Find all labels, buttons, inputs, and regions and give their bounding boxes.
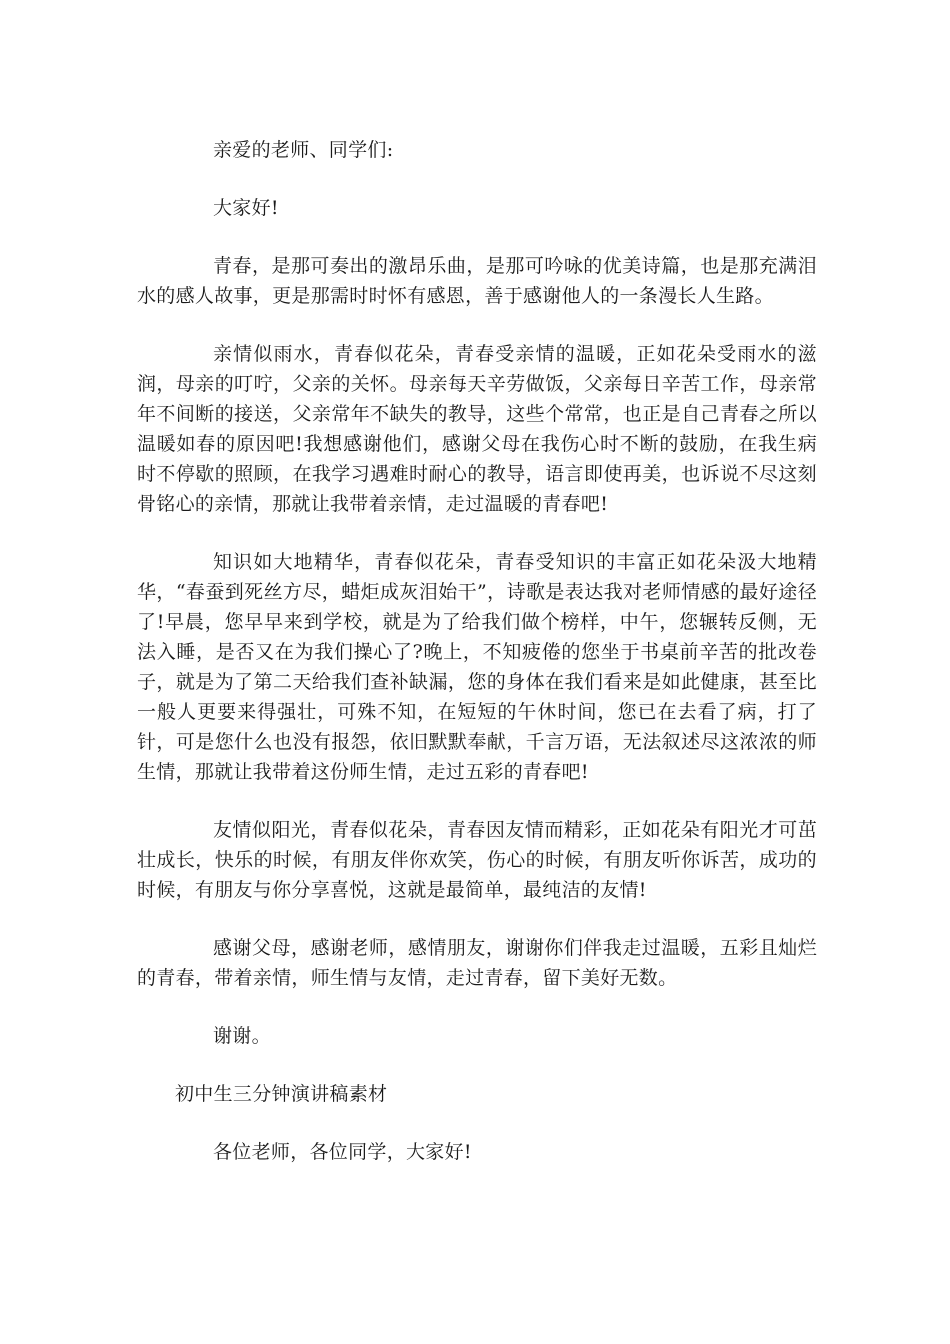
closing-thanks: 谢谢。: [213, 1025, 271, 1047]
paragraph-youth: 青春，是那可奏出的激昂乐曲，是那可吟咏的优美诗篇，也是那充满泪水的感人故事，更是那需时时怀有感恩，善于感谢他人的一条漫长人生路。: [137, 255, 817, 307]
section-heading: 初中生三分钟演讲稿素材: [175, 1083, 388, 1105]
paragraph-gratitude: 感谢父母，感谢老师，感情朋友，谢谢你们伴我走过温暖，五彩且灿烂的青春，带着亲情，师生情与友情，走过青春，留下美好无数。: [137, 937, 817, 989]
paragraph-family: 亲情似雨水，青春似花朵，青春受亲情的温暖，正如花朵受雨水的滋润，母亲的叮咛，父亲的关怀。母亲每天辛劳做饭，父亲每日辛苦工作，母亲常年不间断的接送，父亲常年不缺失的教导，这些个常常，也正是自己青春之所以温暖如春的原因吧!我想感谢他们，感谢父母在我伤心时不断的鼓励，在我生病时不停歇的照顾，在我学习遇难时耐心的教导，语言即使再美，也诉说不尽这刻骨铭心的亲情，那就让我带着亲情，走过温暖的青春吧!: [137, 343, 817, 515]
paragraph-teachers: 知识如大地精华，青春似花朵，青春受知识的丰富正如花朵汲大地精华，“春蚕到死丝方尽，蜡炬成灰泪始干”，诗歌是表达我对老师情感的最好途径了!早晨，您早早来到学校，就是为了给我们做个榜样，中午，您辗转反侧，无法入睡，是否又在为我们操心了?晚上，不知疲倦的您坐于书桌前辛苦的批改卷子，就是为了第二天给我们查补缺漏，您的身体在我们看来是如此健康，甚至比一般人更要来得强壮，可殊不知，在短短的午休时间，您已在去看了病，打了针，可是您什么也没有报怨，依旧默默奉献，千言万语，无法叙述尽这浓浓的师生情，那就让我带着这份师生情，走过五彩的青春吧!: [137, 551, 817, 783]
document-body: [137, 135, 817, 1195]
greeting: 大家好!: [213, 197, 279, 219]
salutation: 亲爱的老师、同学们:: [213, 139, 394, 161]
second-greeting: 各位老师，各位同学，大家好!: [213, 1141, 472, 1163]
paragraph-friendship: 友情似阳光，青春似花朵，青春因友情而精彩，正如花朵有阳光才可茁壮成长，快乐的时候，有朋友伴你欢笑，伤心的时候，有朋友听你诉苦，成功的时候，有朋友与你分享喜悦，这就是最简单，最纯洁的友情!: [137, 819, 817, 901]
